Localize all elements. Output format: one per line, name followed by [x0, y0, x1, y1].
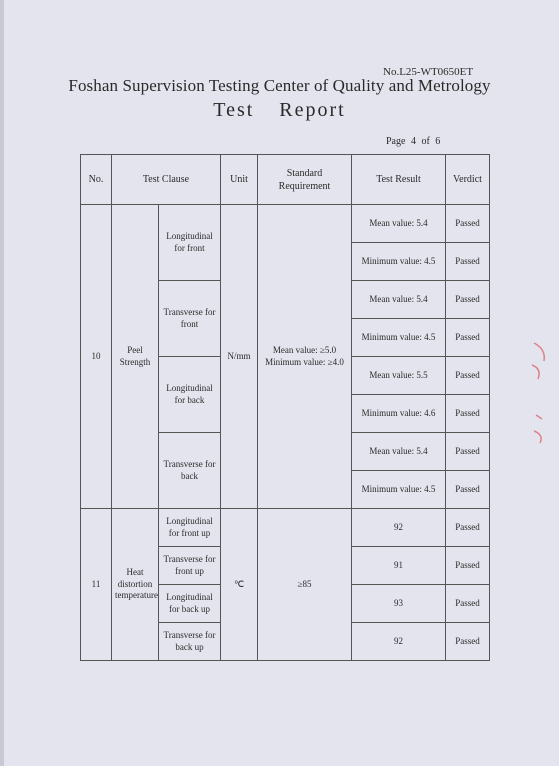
col-header-unit: Unit: [221, 155, 258, 205]
sub-clause: Longitudinal for front: [159, 205, 221, 281]
sub-clause: Longitudinal for back up: [159, 585, 221, 623]
result-cell: Minimum value: 4.5: [352, 319, 446, 357]
result-cell: Mean value: 5.4: [352, 205, 446, 243]
verdict-cell: Passed: [446, 471, 490, 509]
result-cell: Minimum value: 4.5: [352, 243, 446, 281]
verdict-cell: Passed: [446, 243, 490, 281]
col-header-no: No.: [81, 155, 112, 205]
col-header-verdict: Verdict: [446, 155, 490, 205]
result-cell: 92: [352, 623, 446, 661]
item-clause: Peel Strength: [112, 205, 159, 509]
verdict-cell: Passed: [446, 433, 490, 471]
result-cell: 91: [352, 547, 446, 585]
result-cell: 92: [352, 509, 446, 547]
verdict-cell: Passed: [446, 395, 490, 433]
verdict-cell: Passed: [446, 585, 490, 623]
result-cell: Mean value: 5.4: [352, 433, 446, 471]
standard-min: Minimum value: ≥4.0: [265, 356, 344, 367]
verdict-cell: Passed: [446, 319, 490, 357]
result-cell: 93: [352, 585, 446, 623]
report-number: No.L25-WT0650ET: [383, 66, 474, 78]
item-no: 10: [81, 205, 112, 509]
results-table: [80, 154, 490, 661]
sub-clause: Longitudinal for front up: [159, 509, 221, 547]
col-header-result: Test Result: [352, 155, 446, 205]
report-title: Test Report: [213, 99, 346, 121]
sub-clause: Transverse for front: [159, 281, 221, 357]
sub-clause: Longitudinal for back: [159, 357, 221, 433]
col-header-standard: Standard Requirement: [258, 155, 352, 205]
item-clause: Heat distortion temperature: [112, 509, 159, 661]
item-unit: N/mm: [221, 205, 258, 509]
verdict-cell: Passed: [446, 281, 490, 319]
table-header-row: [81, 155, 490, 205]
sub-clause: Transverse for front up: [159, 547, 221, 585]
verdict-cell: Passed: [446, 623, 490, 661]
result-cell: Mean value: 5.5: [352, 357, 446, 395]
sub-clause: Transverse for back: [159, 433, 221, 509]
verdict-cell: Passed: [446, 357, 490, 395]
table-row: [81, 205, 490, 243]
verdict-cell: Passed: [446, 205, 490, 243]
item-unit: ℃: [221, 509, 258, 661]
result-cell: Minimum value: 4.6: [352, 395, 446, 433]
verdict-cell: Passed: [446, 547, 490, 585]
seal-stamp-fragment: [528, 335, 552, 455]
sub-clause: Transverse for back up: [159, 623, 221, 661]
result-cell: Mean value: 5.4: [352, 281, 446, 319]
standard-mean: Mean value: ≥5.0: [272, 344, 337, 355]
center-name: Foshan Supervision Testing Center of Quality and Metrology: [68, 76, 491, 95]
table-row: [81, 509, 490, 547]
item-standard: ≥85: [258, 509, 352, 661]
item-no: 11: [81, 509, 112, 661]
col-header-test-clause: Test Clause: [112, 155, 221, 205]
item-standard: [258, 205, 352, 509]
result-cell: Minimum value: 4.5: [352, 471, 446, 509]
page-number: Page 4 of 6: [386, 136, 441, 147]
verdict-cell: Passed: [446, 509, 490, 547]
